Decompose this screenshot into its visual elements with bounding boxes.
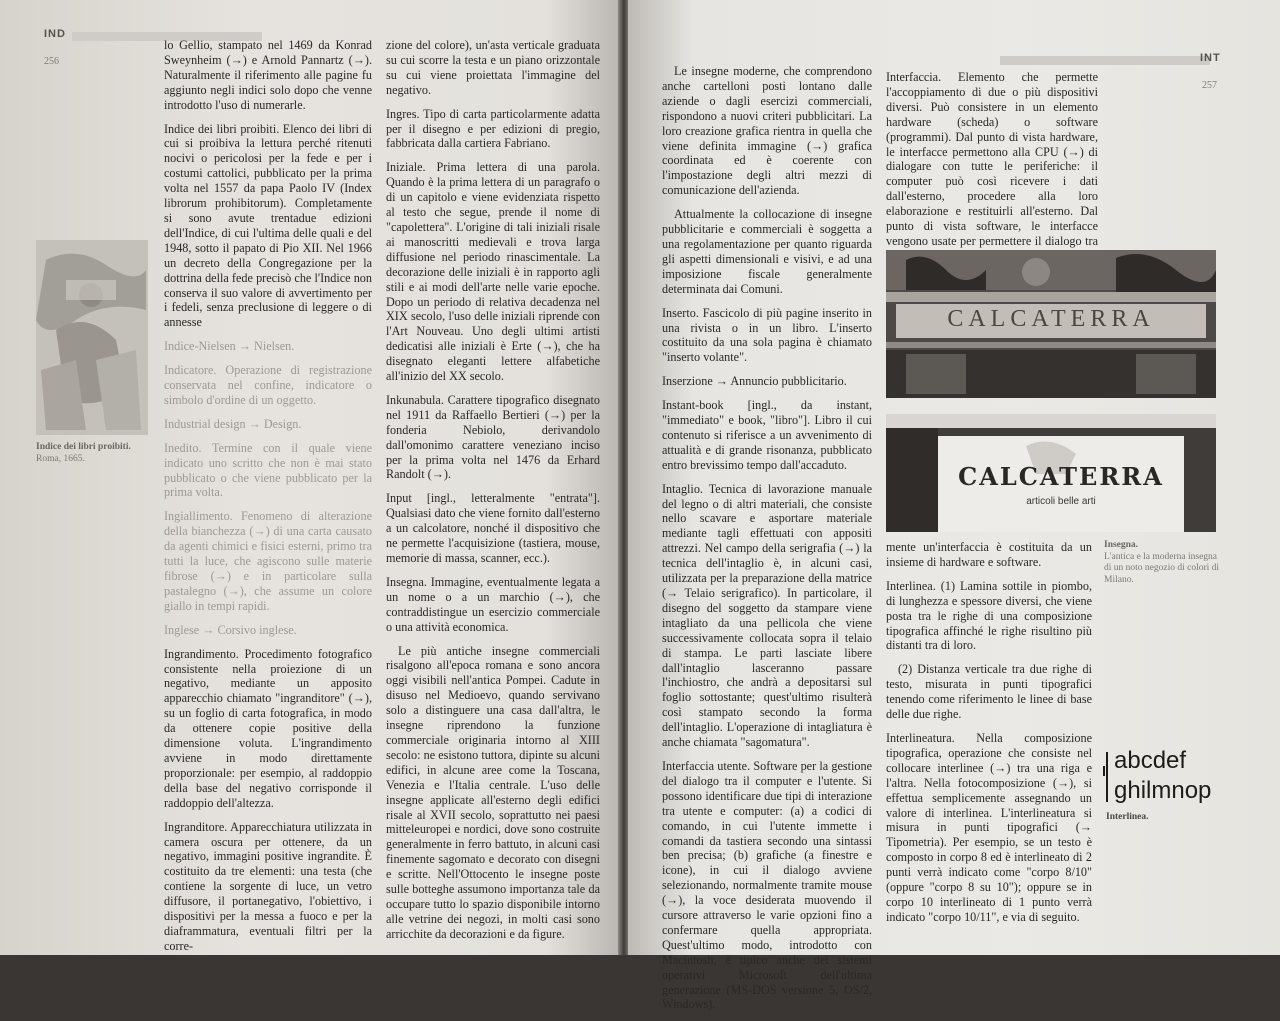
para: Le insegne moderne, che comprendono anche cartelloni posti lontano dalle aziende o dagli esercizi commerciali, rispondono a nuovi criteri pubblicitari. La loro creazione grafica rientra in quella che viene definita immagine (→) grafica coordinata ed è coerente con l'impostazione degli altri mezzi di comunicazione dell'azienda. xyxy=(662,64,872,198)
interlinea-demo xyxy=(1106,746,1246,806)
caption-text: Roma, 1665. xyxy=(36,453,85,464)
caption-title: Indice dei libri proibiti. xyxy=(36,442,131,452)
historic-sign-text: CALCATERRA xyxy=(947,306,1155,332)
interlinea-line-1: abcdef xyxy=(1114,747,1187,774)
right-page-number: 257 xyxy=(1202,80,1217,91)
historic-sign-photo xyxy=(886,250,1216,398)
entry-ingranditore: Ingranditore. Apparecchiatura utilizzata in camera oscura per ottenere, da un negativo, immagini positive ingrandite. È costituito da tre elementi: una testa (che contiene la sorgente di luce, un vetro diffusore, il portanegativo, l'obiettivo, i dispositivi per la messa a fuoco e per la diaframmatura, eventuali filtri per la corre- xyxy=(164,819,372,953)
left-column-1 xyxy=(164,38,372,963)
entry-instant-book: Instant-book [ingl., da instant, "immediato" e book, "libro"]. Libro il cui contenuto si riferisce a un avvenimento di attualità e di grande risonanza, pubblicato entro brevissimo tempo dall'accaduto. xyxy=(662,398,872,472)
insegna-caption xyxy=(1104,540,1224,586)
left-column-2 xyxy=(386,38,600,951)
para: mente un'interfaccia è costituita da un insieme di hardware e software. xyxy=(886,540,1092,569)
entry-inkunabula: Inkunabula. Carattere tipografico disegnato nel 1911 da Raffaello Bertieri (→) per la fonderia Nebiolo, derivandolo dall'omonimo carattere veneziano inciso per la prima volta nel 1476 da Erhard Randolt (→). xyxy=(386,392,600,482)
modern-sign-title: CALCATERRA xyxy=(958,462,1164,491)
right-section-tag: INT xyxy=(1200,52,1221,64)
right-column-2-bottom xyxy=(886,540,1092,934)
entry-insegna: Insegna. Immagine, eventualmente legata a un nome o a un marchio (→), che contraddistingue un esercizio commerciale o una attività economica. xyxy=(386,574,600,634)
entry-inserzione: Inserzione → Annuncio pubblicitario. xyxy=(662,374,847,389)
entry-interfaccia: Interfaccia. Elemento che permette l'accoppiamento di due o più dispositivi diversi. Può consistere in un elemento hardware (scheda) o software (programmi). Dal punto di vista hardware, le interfacce permettono alla CPU (→) di dialogare con tutte le periferiche: il computer può così ricevere i dati dall'esterno, procedere alla loro elaborazione e restituirli all'esterno. Dal punto di vista software, le interfacce vengono usate per permettere il dialogo tra xyxy=(886,70,1098,248)
modern-sign-photo xyxy=(886,414,1216,532)
interlinea-caption: Interlinea. xyxy=(1106,812,1149,822)
entry-inglese: Inglese → Corsivo inglese. xyxy=(164,622,297,637)
para: lo Gellio, stampato nel 1469 da Konrad Sweynheim (→) e Arnold Pannartz (→). Naturalmente il riferimento alle pagine fu aggiunto negli indici solo dopo che venne introdotto l'uso di numerarle. xyxy=(164,38,372,112)
interlinea-line-2: ghilmnop xyxy=(1114,777,1212,804)
entry-industrial-design: Industrial design → Design. xyxy=(164,416,302,431)
entry-ingrandimento: Ingrandimento. Procedimento fotografico consistente nella proiezione di un negativo, mediante un apposito apparecchio chiamato "ingranditore" (→), su un foglio di carta fotografica, in modo da ottenere copie positive della dimensione voluta. L'ingrandimento avviene in modo direttamente proporzionale: per esempio, al raddoppio della base del negativo corrisponde il raddoppio dell'altezza. xyxy=(164,646,372,810)
entry-interlineatura: Interlineatura. Nella composizione tipografica, operazione che consiste nel collocare interlinee (→) tra una riga e l'altra. Nella fotocomposizione (→), si effettua semplicemente assegnando un valore di interlinea. L'interlineatura si misura in punti tipografici (→ Tipometria). Per esempio, se un testo è composto in corpo 8 ed è interlineato di 2 punti verrà indicato come "corpo 8/10" (oppure "corpo 8 su 10"); oppure se in corpo 10 interlineato di 1 punto verrà indicato "corpo 10/11", e via di seguito. xyxy=(886,730,1092,924)
right-column-1 xyxy=(662,64,872,1021)
caption-text: L'antica e la moderna insegna di un noto negozio di colori di Milano. xyxy=(1104,551,1220,585)
left-section-tag: IND xyxy=(44,28,66,40)
modern-sign-subtitle: articoli belle arti xyxy=(1026,496,1096,507)
entry-indicatore: Indicatore. Operazione di registrazione conservata nel confine, indicatore o simbolo d'ordine di un oggetto. xyxy=(164,363,372,407)
index-book-illustration xyxy=(36,240,148,435)
entry-ingiallimento: Ingiallimento. Fenomeno di alterazione della bianchezza (→) di una carta causato da agenti chimici e fisici esterni, primo tra tutti la luce, che agiscono sulle materie fibrose (→) e in particolare sulla pastalegno (→), che assume un colore giallo in tempi rapidi. xyxy=(164,509,372,613)
para: Attualmente la collocazione di insegne pubblicitarie e commerciali è soggetta a una regolamentazione per quanto riguarda gli aspetti dimensionali e visivi, e ad una imposizione fiscale generalmente determinata dai Comuni. xyxy=(662,207,872,296)
entry-input: Input [ingl., letteralmente "entrata"]. Qualsiasi dato che viene fornito dall'esterno a un calcolatore, nonché il dispositivo che ne permette l'acquisizione (tastiera, mouse, memorie di massa, scanner, ecc.). xyxy=(386,491,600,565)
entry-interfaccia-utente: Interfaccia utente. Software per la gestione del dialogo tra il computer e l'utente. Si possono identificare due tipi di interazione tra utente e computer: (a) a codici di comando, in cui l'utente immette i comandi da tastiera secondo una sintassi ben precisa; (b) grafiche (a finestre e icone), in cui il dialogo avviene selezionando, normalmente tramite mouse (→), la voce desiderata muovendo il cursore attraverso le varie opzioni fino a confermare quella appropriata. Quest'ultimo modo, introdotto con Macintosh, è tipico anche dei sistemi operativi Microsoft dell'ultima generazione (MS-DOS versione 5, OS/2, Windows). xyxy=(662,758,872,1012)
index-book-caption xyxy=(36,442,146,465)
caption-title: Insegna. xyxy=(1104,540,1139,550)
interlinea-tick xyxy=(1103,766,1113,776)
para: Le più antiche insegne commerciali risalgono all'epoca romana e sono ancora oggi visibili nell'antica Pompei. Cadute in disuso nel Medioevo, quando servivano solo a distinguere una casa dall'altra, le insegne riprendono la funzione commerciale originaria intorno al XIII secolo: ne esistono tuttora, dipinte su alcuni edifici, in alcune aree come la Toscana, Venezia e l'Italia centrale. L'uso delle insegne applicate all'esterno degli edifici risale al XVII secolo, soprattutto nei paesi mitteleuropei e nordici, dove sono costruite generalmente in ferro battuto, in alcuni casi finemente sagomato e decorato con disegni e scritte. Nell'Ottocento le insegne poste sulle botteghe assumono importanza tale da occupare tutto lo spazio disponibile intorno alle vetrine dei negozi, in molti casi sono arricchite da decorazioni e da figure. xyxy=(386,643,600,941)
para: (2) Distanza verticale tra due righe di testo, misurata in punti tipografici tenendo come riferimento le linee di base delle due righe. xyxy=(886,662,1092,722)
entry-inserto: Inserto. Fascicolo di più pagine inserito in una rivista o in un libro. L'inserto costituito da una sola pagina è chiamato "inserto volante". xyxy=(662,305,872,365)
interlinea-bracket xyxy=(1106,752,1108,802)
entry-indice-libri-proibiti: Indice dei libri proibiti. Elenco dei libri di cui si proibiva la lettura perché ritenuti nocivi o pericolosi per la fede e per i costumi cattolici, pubblicato per la prima volta nel 1557 da papa Paolo IV (Index librorum prohibitorum). Completamente si sono avute trentadue edizioni dell'Indice, di cui l'ultima delle quali e del 1948, sotto il papato di Pio XII. Nel 1966 un decreto della Congregazione per la dottrina della fede precisò che l'Indice non conserva il suo valore di avvertimento per i fedeli, senza preclusione di leggere o di annesse xyxy=(164,121,372,330)
entry-inedito: Inedito. Termine con il quale viene indicato uno scritto che non è mai stato pubblicato o che viene pubblicato per la prima volta. xyxy=(164,440,372,500)
illustration-art xyxy=(36,240,148,435)
entry-intaglio: Intaglio. Tecnica di lavorazione manuale del legno o di altri materiali, che consiste nello scavare e asportare materiale mediante tagli effettuati con appositi attrezzi. Nel campo della serigrafia (→) la tecnica dell'intaglio è, in alcuni casi, utilizzata per la preparazione della matrice (→ Telaio serigrafico). In particolare, il disegno del soggetto da stampare viene intagliato da una pellicola che viene successivamente collocata sopra il telaio di stampa. Le parti lasciate libere dall'intaglio lasceranno passare l'inchiostro, che andrà a depositarsi sul foglio sottostante; quest'ultimo risulterà così stampato secondo la forma dell'intaglio. L'operazione di intagliatura è anche chiamata "sagomatura". xyxy=(662,481,872,750)
entry-interlinea: Interlinea. (1) Lamina sottile in piombo, di lunghezza e spessore diversi, che viene posta tra le righe di una composizione tipografica affinché le righe risultino più distanti tra di loro. xyxy=(886,578,1092,653)
entry-ingres: Ingres. Tipo di carta particolarmente adatta per il disegno e per edizioni di pregio, fabbricata dalla cartiera Fabriano. xyxy=(386,106,600,151)
left-page xyxy=(0,0,620,955)
left-page-number: 256 xyxy=(44,56,59,67)
right-tag-bar xyxy=(1000,56,1210,65)
para: zione del colore), un'asta verticale graduata su cui scorre la testa e un piano orizzontale su cui viene proiettata l'immagine del negativo. xyxy=(386,38,600,97)
entry-indice-nielsen: Indice-Nielsen → Nielsen. xyxy=(164,339,295,354)
entry-iniziale: Iniziale. Prima lettera di una parola. Quando è la prima lettera di un paragrafo o di un capitolo e viene evidenziata rispetto al testo che segue, prende il nome di "capolettera". L'origine di tali iniziali risale ai manoscritti medievali e trova larga diffusione nel periodo rinascimentale. La decorazione delle iniziali è in rapporto agli stili e ai modi dell'arte nelle varie epoche. Dopo un periodo di relativa decadenza nel XIX secolo, l'uso delle iniziali riprende con l'Art Nouveau. Uno degli ultimi artisti dedicatisi alle iniziali è Erte (→), che ha disegnato eleganti lettere alfabetiche all'inizio del XX secolo. xyxy=(386,160,600,384)
